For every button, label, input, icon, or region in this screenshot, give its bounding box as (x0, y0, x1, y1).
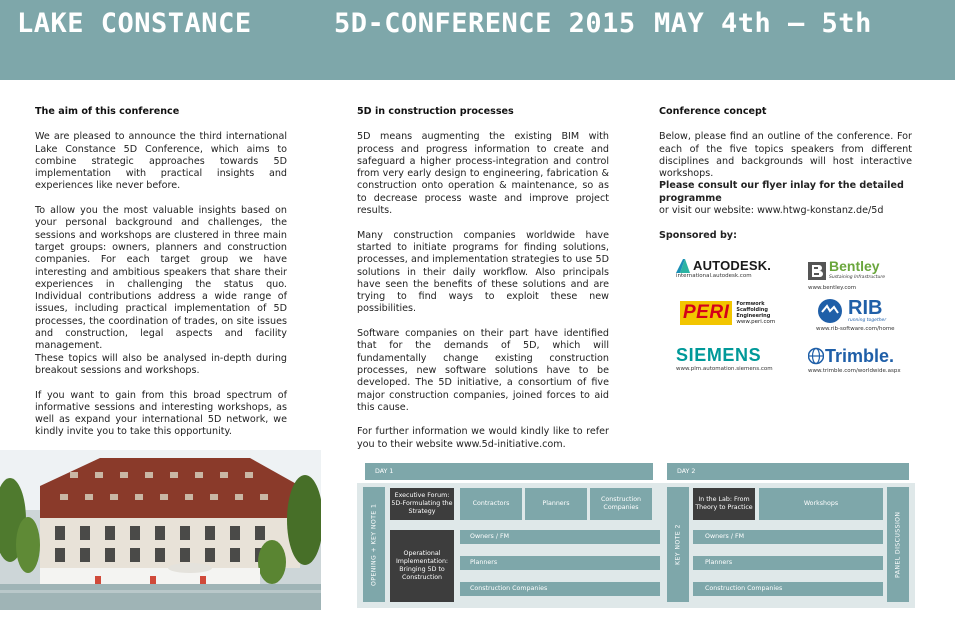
owners-fm-row-day1: Owners / FM (460, 530, 660, 544)
planners-row-day2: Planners (693, 556, 883, 570)
peri-name: PERI (683, 302, 730, 323)
building-photo-illustration (0, 450, 321, 610)
siemens-logo (676, 346, 773, 372)
processes-paragraph-3: Software companies on their part have identified that for the demands of 5D, which will fundamentally change existing construction processes, new software solutions have to be developed. The 5D initiative, a consortium of five major construction companies, joined forces to aid this cause. (357, 328, 609, 413)
planners-row-day1: Planners (460, 556, 660, 570)
bentley-name: Bentley (829, 258, 880, 274)
concept-flyer-note: Please consult our flyer inlay for the detailed programme (659, 180, 904, 204)
panel-discussion-bar (887, 487, 909, 602)
column-aim (35, 106, 287, 476)
aim-paragraph-4: If you want to gain from this broad spectrum of informative sessions and interesting workshops, as well as expand your international 5D network, we kindly invite you to take this opportunity. (35, 389, 287, 438)
column-5d-processes (357, 106, 609, 463)
aim-paragraph-1: We are pleased to announce the third international Lake Constance 5D Conference, which aims to combine strategic approaches towards 5D implementation with practical insights and experiences like never before. (35, 131, 287, 192)
header-conference-title: 5D-CONFERENCE 2015 (334, 8, 636, 39)
trimble-globe-icon (808, 347, 824, 365)
aim-paragraph-2: To allow you the most valuable insights based on your personal background and challenges, the sessions and workshops are clustered in three main target groups: owners, planners and construction companies. For each target group we have interesting and ambitious speakers that share their experiences in challenging the status quo. Individual contributions address a wide range of issues, including practical implementation of 5D processes, the coordination of trades, on site issues and construction, legal aspects and facility management. (35, 205, 287, 352)
autodesk-icon (676, 259, 690, 273)
rib-tagline: running together (848, 318, 887, 323)
peri-url: www.peri.com (736, 319, 776, 325)
processes-paragraph-4: For further information we would kindly like to refer you to their website www.5d-initiative.com. (357, 426, 609, 450)
processes-paragraph-1: 5D means augmenting the existing BIM with process and progress information to create and safeguard a higher process-integration and control from very early design to engineering, fabrication & construction onto operation & maintenance, so as to decrease process waste and improve project results. (357, 131, 609, 217)
keynote2-label: KEY NOTE 2 (674, 524, 682, 565)
concept-paragraph-1: Below, please find an outline of the conference. For each of the five topics speakers from different disciplines and backgrounds will host interactive workshops. (659, 131, 912, 180)
autodesk-name: AUTODESK. (693, 258, 772, 273)
panel-discussion-label: PANEL DISCUSSION (894, 511, 902, 578)
aim-heading: The aim of this conference (35, 106, 180, 117)
construction-row-day2: Construction Companies (693, 582, 883, 596)
executive-forum-block: Executive Forum: 5D-Formulating the Strategy (390, 488, 454, 520)
trimble-url: www.trimble.com/worldwide.aspx (808, 368, 901, 374)
opening-keynote-label: OPENING + KEY NOTE 1 (370, 503, 378, 586)
trimble-name: Trimble. (825, 346, 895, 366)
keynote2-bar (667, 487, 689, 602)
conference-schedule-diagram (357, 463, 915, 608)
header-dates: MAY 4th – 5th (654, 8, 872, 39)
peri-logo (680, 301, 775, 325)
konzil-building-photo (0, 450, 321, 610)
bentley-url: www.bentley.com (808, 285, 857, 291)
operational-implementation-block: Operational Implementation: Bringing 5D to Construction (390, 530, 454, 602)
concept-heading: Conference concept (659, 106, 767, 117)
opening-keynote-bar (363, 487, 385, 602)
siemens-url: www.plm.automation.siemens.com (676, 366, 773, 372)
bentley-logo (808, 260, 885, 291)
owners-fm-row-day2: Owners / FM (693, 530, 883, 544)
autodesk-url: international.autodesk.com (676, 273, 752, 279)
rib-logo (816, 298, 895, 332)
aim-paragraph-3: These topics will also be analysed in-depth during breakout sessions and workshops. (35, 352, 287, 376)
bentley-tagline: Sustaining Infrastructure (829, 275, 885, 280)
day2-label: DAY 2 (667, 463, 909, 480)
processes-heading: 5D in construction processes (357, 106, 514, 117)
autodesk-logo (676, 258, 771, 279)
column-concept (659, 106, 912, 264)
planners-top-block: Planners (525, 488, 587, 520)
peri-tagline-scaffolding: Scaffolding (736, 307, 768, 313)
header-banner (0, 0, 955, 80)
bentley-icon (808, 262, 826, 280)
in-the-lab-block: In the Lab: From Theory to Practice (693, 488, 755, 520)
concept-paragraph-2 (659, 180, 912, 217)
rib-url: www.rib-software.com/home (816, 326, 895, 332)
rib-name: RIB (848, 297, 883, 319)
header-location: LAKE CONSTANCE (17, 8, 252, 39)
peri-tagline-formwork: Formwork (736, 301, 765, 307)
concept-website-note: or visit our website: www.htwg-konstanz.de/5d (659, 205, 884, 217)
trimble-logo (808, 347, 901, 374)
contractors-block: Contractors (460, 488, 522, 520)
peri-tagline-engineering: Engineering (736, 313, 771, 319)
construction-row-day1: Construction Companies (460, 582, 660, 596)
sponsors-title: Sponsored by: (659, 229, 737, 241)
construction-top-block: Construction Companies (590, 488, 652, 520)
workshops-block: Workshops (759, 488, 883, 520)
processes-paragraph-2: Many construction companies worldwide have started to initiate programs for finding solutions, processes, and implementation strategies to use 5D solutions in their daily workflow. Also principals have seen the benefits of these solutions and are trying to find ways to exploit these new possibilities. (357, 229, 609, 315)
day1-label: DAY 1 (365, 463, 653, 480)
siemens-name: SIEMENS (676, 345, 762, 365)
rib-globe-icon (816, 298, 844, 324)
